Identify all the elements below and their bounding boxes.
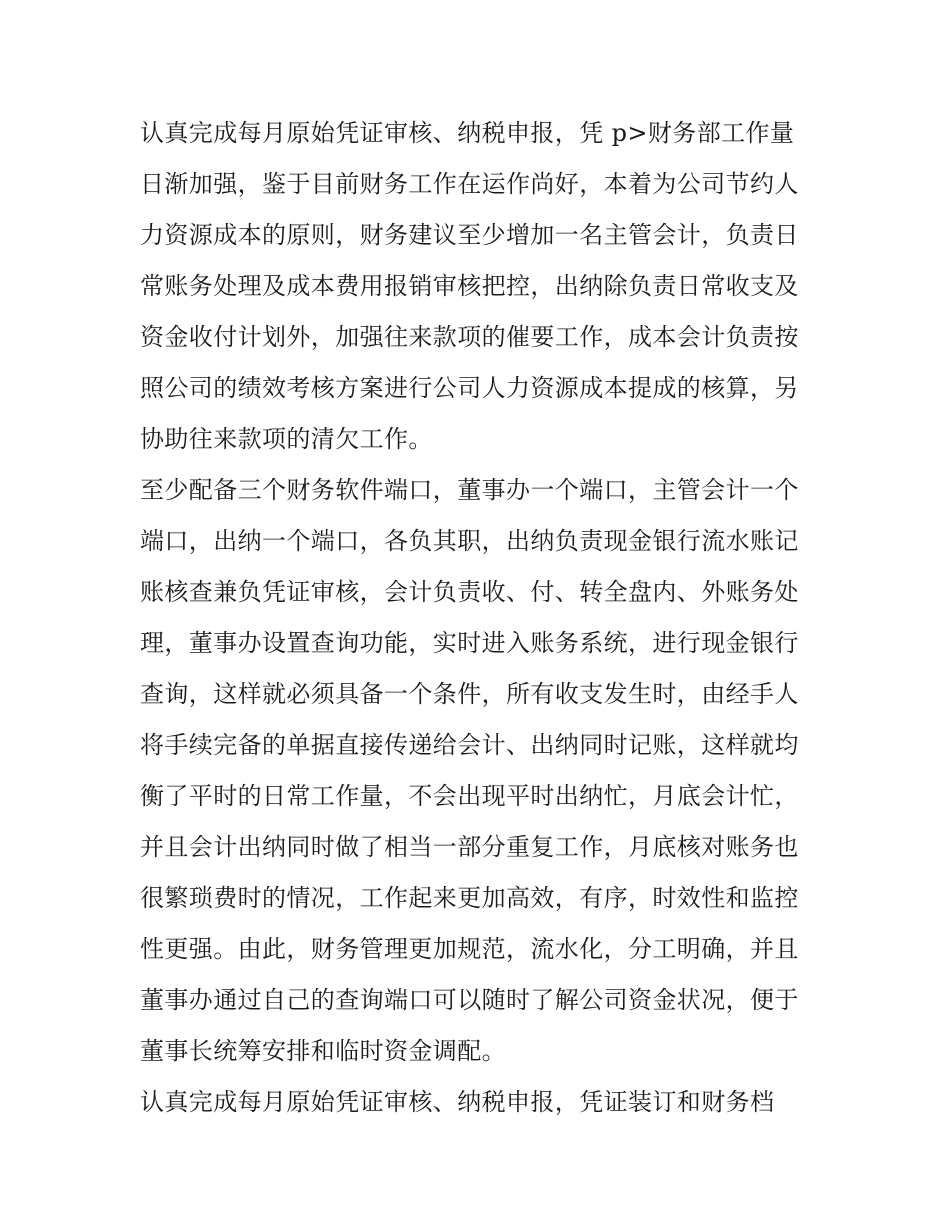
text-line: 很繁琐费时的情况，工作起来更加高效，有序，时效性和监控 bbox=[140, 884, 799, 912]
text-line: 认真完成每月原始凭证审核、纳税申报，凭证装订和财务档 bbox=[140, 1088, 775, 1116]
text-line: 董事办通过自己的查询端口可以随时了解公司资金状况，便于 bbox=[140, 986, 799, 1014]
text-line: 理，董事办设置查询功能，实时进入账务系统，进行现金银行 bbox=[140, 629, 799, 657]
text-line: 董事长统筹安排和临时资金调配。 bbox=[140, 1037, 506, 1065]
text-line: 至少配备三个财务软件端口，董事办一个端口，主管会计一个 bbox=[140, 476, 799, 504]
text-line: 协助往来款项的清欠工作。 bbox=[140, 425, 433, 453]
text-line: 并且会计出纳同时做了相当一部分重复工作，月底核对账务也 bbox=[140, 833, 799, 861]
text-line: 照公司的绩效考核方案进行公司人力资源成本提成的核算，另 bbox=[140, 374, 799, 402]
text-line: 查询，这样就必须具备一个条件，所有收支发生时，由经手人 bbox=[140, 680, 799, 708]
text-line: 日渐加强，鉴于目前财务工作在运作尚好，本着为公司节约人 bbox=[140, 170, 799, 198]
text-line: 衡了平时的日常工作量，不会出现平时出纳忙，月底会计忙， bbox=[140, 782, 799, 810]
text-line: 认真完成每月原始凭证审核、纳税申报，凭 p>财务部工作量 bbox=[140, 119, 795, 147]
text-line: 力资源成本的原则，财务建议至少增加一名主管会计，负责日 bbox=[140, 221, 799, 249]
text-line: 将手续完备的单据直接传递给会计、出纳同时记账，这样就均 bbox=[140, 731, 799, 759]
text-line: 常账务处理及成本费用报销审核把控，出纳除负责日常收支及 bbox=[140, 272, 799, 300]
text-line: 端口，出纳一个端口，各负其职，出纳负责现金银行流水账记 bbox=[140, 527, 799, 555]
document-body bbox=[140, 108, 820, 1128]
text-line: 账核查兼负凭证审核，会计负责收、付、转全盘内、外账务处 bbox=[140, 578, 799, 606]
text-line: 性更强。由此，财务管理更加规范，流水化，分工明确，并且 bbox=[140, 935, 799, 963]
text-line: 资金收付计划外，加强往来款项的催要工作，成本会计负责按 bbox=[140, 323, 799, 351]
